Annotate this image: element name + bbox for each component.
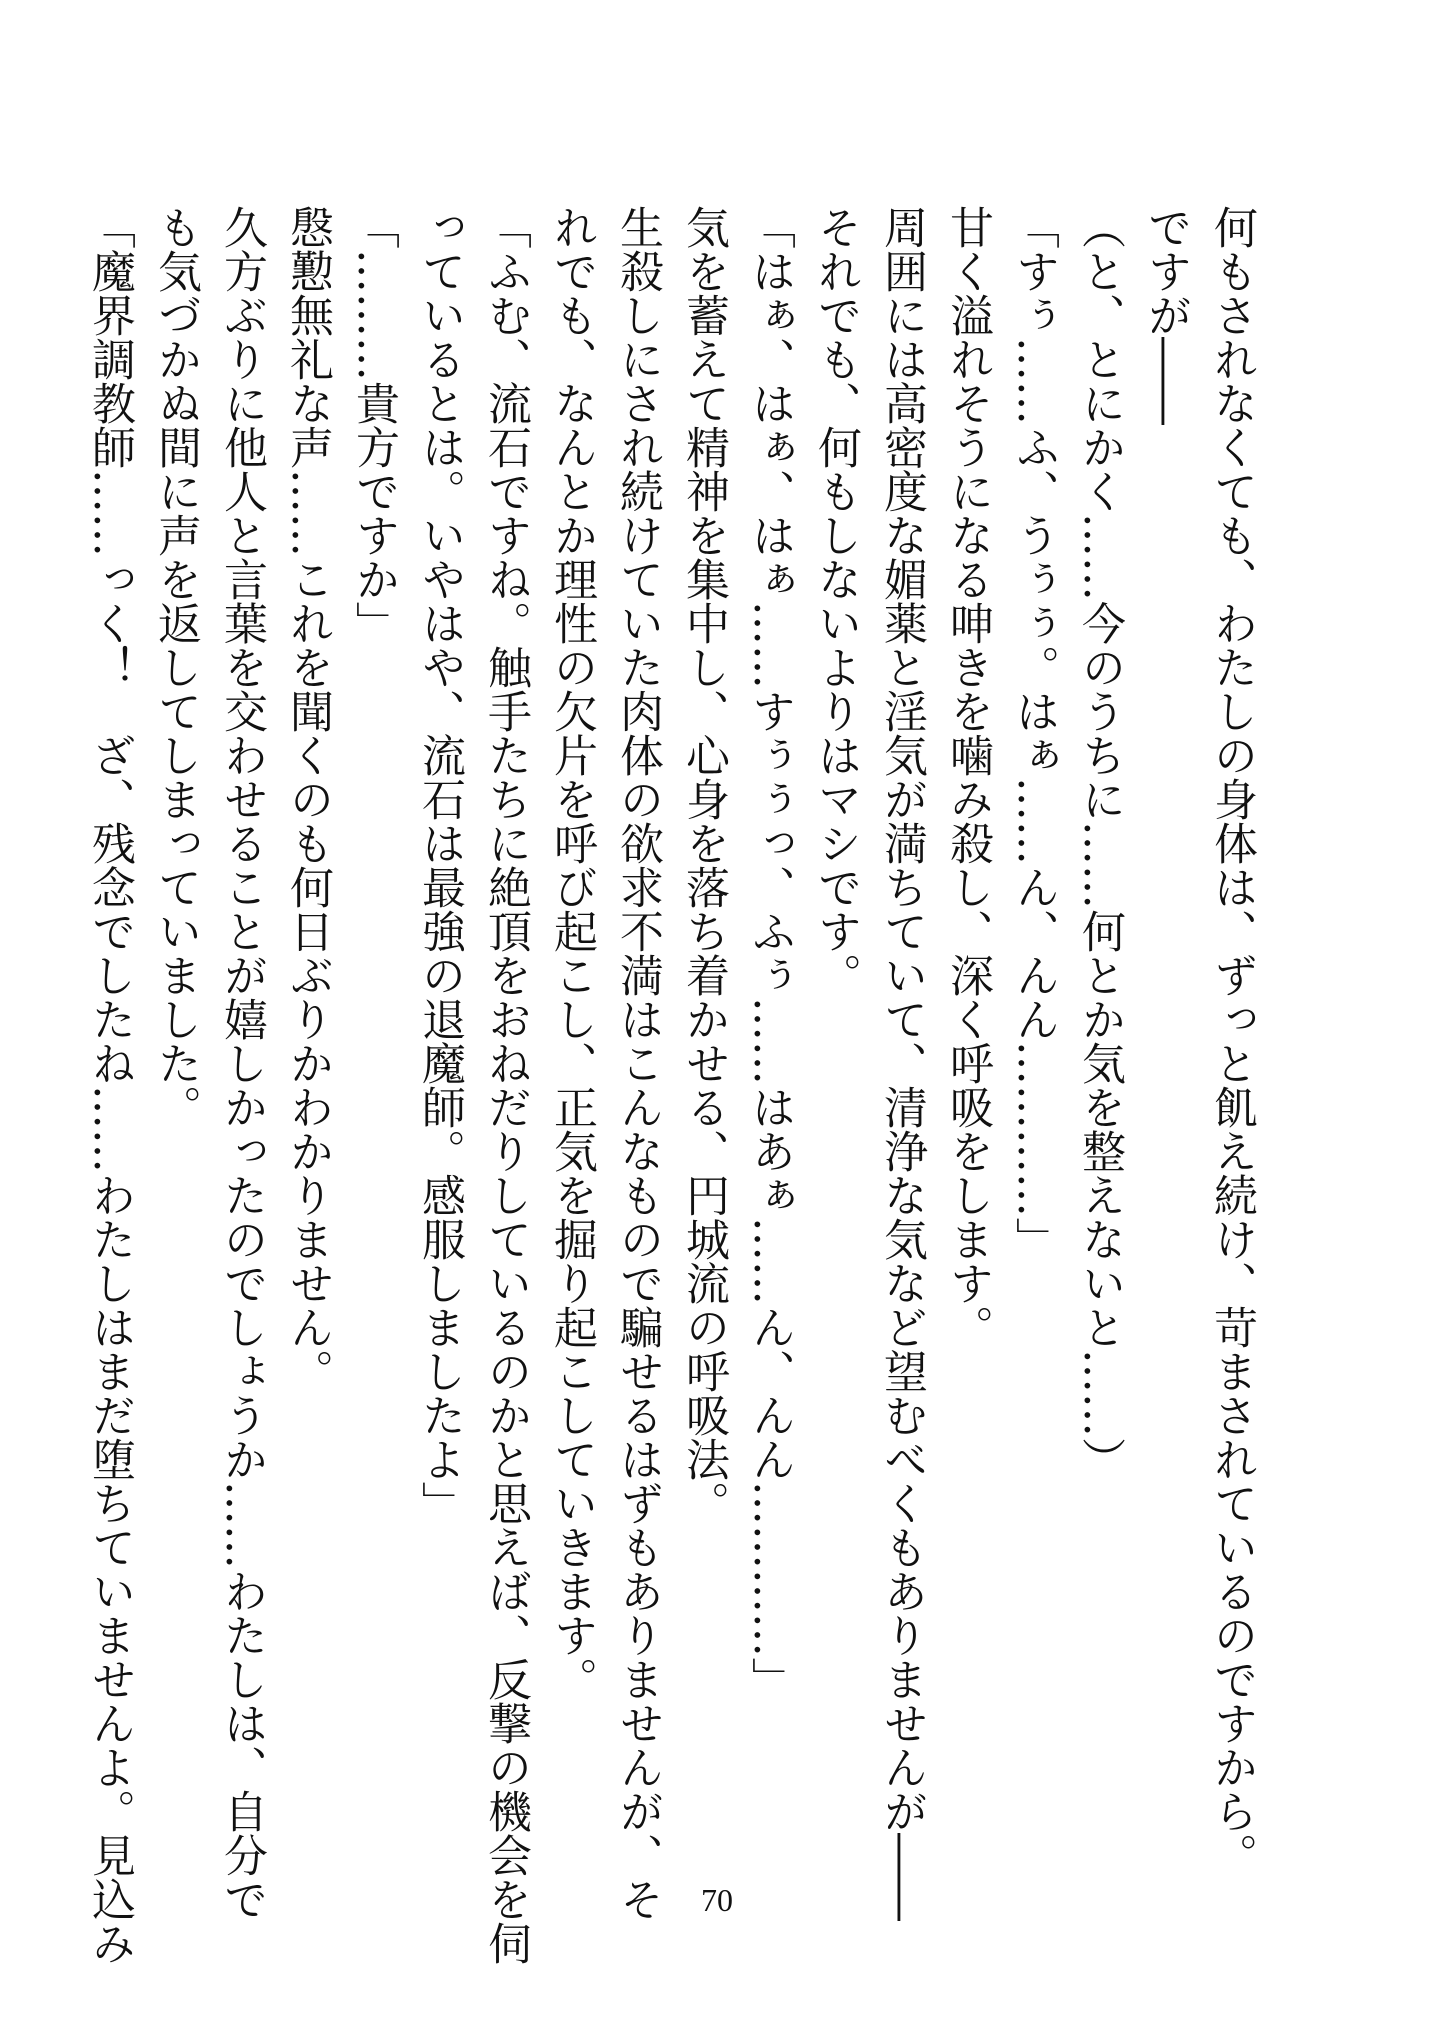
text-line: ですが―― — [1140, 205, 1191, 425]
text-line: っているとは。いやはや、流石は最強の退魔師。感服しましたよ」 — [414, 205, 465, 1525]
text-line: 生殺しにされ続けていた肉体の欲求不満はこんなもので騙せるはずもありませんが、そ — [612, 205, 663, 1921]
text-line: 周囲には高密度な媚薬と淫気が満ちていて、清浄な気など望むべくもありませんが―― — [876, 205, 927, 1921]
text-line: 何もされなくても、わたしの身体は、ずっと飢え続け、苛まされているのですから。 — [1206, 205, 1257, 1877]
text-line: 久方ぶりに他人と言葉を交わせることが嬉しかったのでしょうか……わたしは、自分で — [216, 205, 267, 1921]
text-line: 「ふむ、流石ですね。触手たちに絶頂をおねだりしているのかと思えば、反撃の機会を伺 — [480, 205, 531, 1965]
text-line: それでも、何もしないよりはマシです。 — [810, 205, 861, 997]
text-line: 慇懃無礼な声……これを聞くのも何日ぶりかわかりません。 — [282, 205, 333, 1393]
page-number: 70 — [701, 1882, 733, 1918]
text-line: 「はぁ、はぁ、はぁ……すぅぅっ、ふぅ……はあぁ……ん、んん…………」 — [744, 205, 795, 1701]
text-line: （と、とにかく……今のうちに……何とか気を整えないと……） — [1074, 205, 1125, 1481]
text-line: れでも、なんとか理性の欠片を呼び起こし、正気を掘り起こしていきます。 — [546, 205, 597, 1701]
text-line: 「魔界調教師……っく！ ざ、残念でしたね……わたしはまだ堕ちていませんよ。見込み — [84, 205, 135, 1965]
text-line: 「すぅ……ふ、うぅぅ。はぁ……ん、んん…………」 — [1008, 205, 1059, 1261]
text-line: 甘く溢れそうになる呻きを噛み殺し、深く呼吸をします。 — [942, 205, 993, 1349]
text-line: 「………貴方ですか」 — [348, 205, 399, 645]
text-line: 気を蓄えて精神を集中し、心身を落ち着かせる、円城流の呼吸法。 — [678, 205, 729, 1525]
text-line: も気づかぬ間に声を返してしまっていました。 — [150, 205, 201, 1129]
